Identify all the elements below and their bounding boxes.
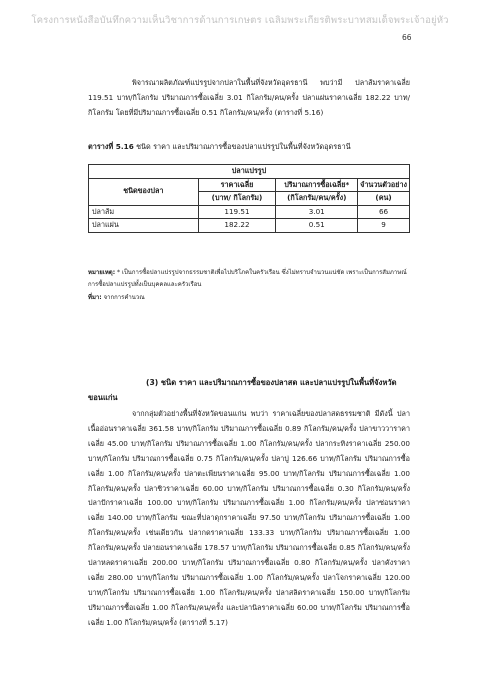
table-group-header-row xyxy=(89,165,410,179)
source-text: จากการคำนวณ xyxy=(101,294,145,301)
note-text: * เป็นการซื้อปลาแปรรูปจากธรรมชาติเพื่อไปบริโภคในครัวเรือน ซึ่งไม่ทราบจำนวนแน่ชัด เพราะเป็นการสัมภาษณ์การซื้อปลาแปรรูปทั้งเป็นบุคคลและครัวเรือน xyxy=(88,269,407,288)
col-header-qty-unit: (กิโลกรัม/คน/ครั้ง) xyxy=(276,192,358,206)
table-caption xyxy=(88,142,351,153)
col-header-qty: ปริมาณการซื้อเฉลี่ย* xyxy=(276,178,358,192)
col-header-type: ชนิดของปลา xyxy=(89,178,199,205)
body-paragraph xyxy=(88,407,410,631)
intro-text: พิจารณาผลิตภัณฑ์แปรรูปจากปลาในพื้นที่จังหวัดอุดรธานี พบว่ามี ปลาส้มราคาเฉลี่ย 119.51 บาท/กิโลกรัม ปริมาณการซื้อเฉลี่ย 3.01 กิโลกรัม/คน/ครั้ง ปลาแผ่นราคาเฉลี่ย 182.22 บาท/กิโลกรัม โดยที่มีปริมาณการซื้อเฉลี่ย 0.51 กิโลกรัม/คน/ครั้ง (ตารางที่ 5.16) xyxy=(88,78,410,117)
col-header-samples-unit: (คน) xyxy=(358,192,410,206)
running-header: โครงการหนังสือบันทึกความเห็นวิชาการด้านการเกษตร เฉลิมพระเกียรติพระบาทสมเด็จพระเจ้าอยู่หัว xyxy=(31,15,449,26)
row-qty: 3.01 xyxy=(276,205,358,219)
section-heading xyxy=(88,375,410,405)
row-samples: 9 xyxy=(358,219,410,233)
row-price: 119.51 xyxy=(198,205,276,219)
row-qty: 0.51 xyxy=(276,219,358,233)
table-source xyxy=(88,292,410,304)
table-row xyxy=(89,205,410,219)
table-note xyxy=(88,267,410,290)
row-fish-name: ปลาแผ่น xyxy=(89,219,199,233)
col-header-samples: จำนวนตัวอย่าง xyxy=(358,178,410,192)
col-header-price-unit: (บาท/ กิโลกรัม) xyxy=(198,192,276,206)
table-row xyxy=(89,219,410,233)
row-samples: 66 xyxy=(358,205,410,219)
table-caption-label: ตารางที่ 5.16 xyxy=(88,142,134,151)
note-label: หมายเหตุ: xyxy=(88,269,116,276)
source-label: ที่มา: xyxy=(88,294,102,301)
table-caption-text: ชนิด ราคา และปริมาณการซื้อของปลาแปรรูปในพื้นที่จังหวัดอุดรธานี xyxy=(133,142,351,151)
body-text: จากกลุ่มตัวอย่างพื้นที่จังหวัดขอนแก่น พบว่า ราคาเฉลี่ยของปลาสดธรรมชาติ มีดังนี้ ปลาเนื้ออ่อนราคาเฉลี่ย 361.58 บาท/กิโลกรัม ปริมาณการซื้อเฉลี่ย 0.89 กิโลกรัม/คน/ครั้ง ปลาขาววาราคาเฉลี่ย 45.00 บาท/กิโลกรัม ปริมาณการซื้อเฉลี่ย 1.00 กิโลกรัม/คน/ครั้ง ปลากระทิงราคาเฉลี่ย 250.00 บาท/กิโลกรัม ปริมาณการซื้อเฉลี่ย 0.75 กิโลกรัม/คน/ครั้ง ปลาบู่ 126.66 บาท/กิโลกรัม ปริมาณการซื้อเฉลี่ย 1.00 กิโลกรัม/คน/ครั้ง ปลาตะเพียนราคาเฉลี่ย 95.00 บาท/กิโลกรัม ปริมาณการซื้อเฉลี่ย 1.00 กิโลกรัม/คน/ครั้ง ปลาชิวราคาเฉลี่ย 60.00 บาท/กิโลกรัม ปริมาณการซื้อเฉลี่ย 0.30 กิโลกรัม/คน/ครั้ง ปลาปักราคาเฉลี่ย 100.00 บาท/กิโลกรัม ปริมาณการซื้อเฉลี่ย 1.00 กิโลกรัม/คน/ครั้ง ปลาซ่อนราคาเฉลี่ย 140.00 บาท/กิโลกรัม ขณะที่ปลาดุกราคาเฉลี่ย 97.50 บาท/กิโลกรัม ปริมาณการซื้อเฉลี่ย 1.00 กิโลกรัม/คน/ครั้ง เช่นเดียวกัน ปลากดราคาเฉลี่ย 133.33 บาท/กิโลกรัม ปริมาณการซื้อเฉลี่ย 1.00 กิโลกรัม/คน/ครั้ง ปลายอนราคาเฉลี่ย 178.57 บาท/กิโลกรัม ปริมาณการซื้อเฉลี่ย 0.85 กิโลกรัม/คน/ครั้ง ปลาหลดราคาเฉลี่ย 200.00 บาท/กิโลกรัม ปริมาณการซื้อเฉลี่ย 0.80 กิโลกรัม/คน/ครั้ง ปลาคังราคาเฉลี่ย 280.00 บาท/กิโลกรัม ปริมาณการซื้อเฉลี่ย 1.00 กิโลกรัม/คน/ครั้ง ปลาโจกราคาเฉลี่ย 120.00 บาท/กิโลกรัม ปริมาณการซื้อเฉลี่ย 1.00 กิโลกรัม/คน/ครั้ง ปลาสลิดราคาเฉลี่ย 150.00 บาท/กิโลกรัม ปริมาณการซื้อเฉลี่ย 1.00 กิโลกรัม/คน/ครั้ง และปลานิลราคาเฉลี่ย 60.00 บาท/กิโลกรัม ปริมาณการซื้อเฉลี่ย 1.00 กิโลกรัม/คน/ครั้ง (ตารางที่ 5.17) xyxy=(88,409,410,627)
row-price: 182.22 xyxy=(198,219,276,233)
section-heading-text: (3) ชนิด ราคา และปริมาณการซื้อของปลาสด และปลาแปรรูปในพื้นที่จังหวัดขอนแก่น xyxy=(88,378,397,402)
table-header-row xyxy=(89,178,410,192)
page-number: 66 xyxy=(402,33,412,42)
processed-fish-table xyxy=(88,164,410,233)
table-group-header: ปลาแปรรูป xyxy=(89,165,410,179)
intro-paragraph xyxy=(88,76,410,121)
col-header-price: ราคาเฉลี่ย xyxy=(198,178,276,192)
row-fish-name: ปลาส้ม xyxy=(89,205,199,219)
